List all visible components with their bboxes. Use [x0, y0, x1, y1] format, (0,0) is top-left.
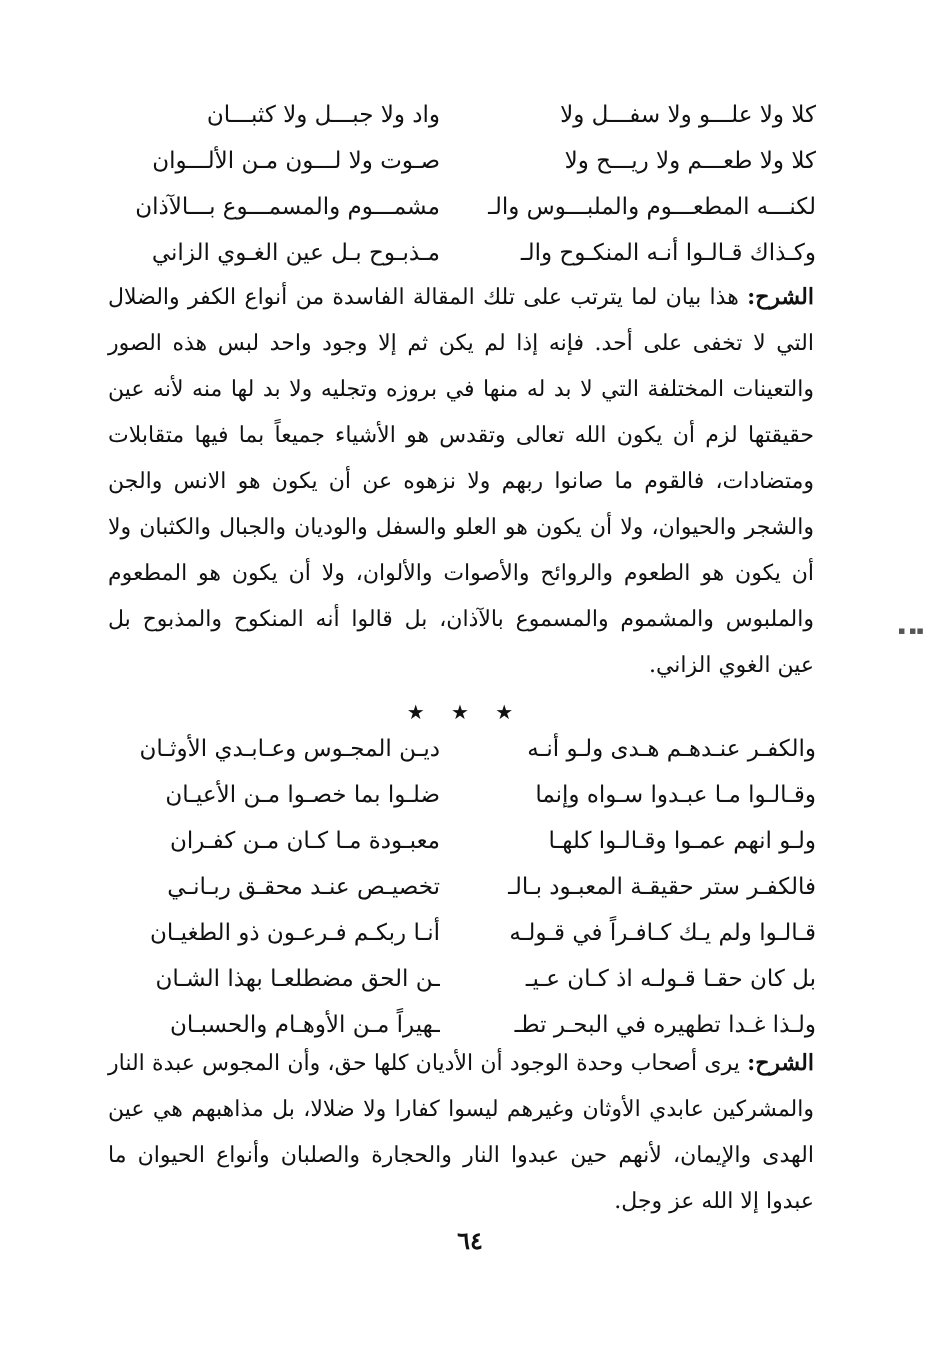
commentary-text: هذا بيان لما يترتب على تلك المقالة الفاسدة من أنواع الكفر والضلال التي لا تخفى على أحد. فإنه إذا لم يكن ثم إلا وجود واحد لبس هذه الصور والتعينات المختلفة التي لا بد له منها في بروزه وتجليه ولا بد لها منه لأنه عين حقيقتها لزم أن يكون الله تعالى وتقدس هو الأشياء جميعاً بما فيها متقابلات ومتضادات، فالقوم ما صانوا ربهم ولا نزهوه عن أن يكون هو الانس والجن والشجر والحيوان، ولا أن يكون هو العلو والسفل والوديان والجبال والكثبان ولا أن يكون هو الطعوم والروائح والأصوات والألوان، ولا أن يكون هو المطعوم والملبوس والمشموم والمسموع بالآذان، بل قالوا أنه المنكوح والمذبوح بل عين الغوي الزاني.: [108, 285, 814, 678]
verse-first-hemistich: قـالـوا ولم يـك كـافـراً في قـولـه: [509, 920, 816, 946]
verse-line: [110, 772, 816, 818]
verse-first-hemistich: لكنـــه المطعـــوم والملبـــوس والـ: [488, 194, 816, 220]
section-separator: ★ ★ ★: [406, 700, 524, 724]
verse-first-hemistich: وكـذاك قـالـوا أنـه المنكـوح والـ: [520, 240, 816, 266]
commentary-label: الشرح:: [747, 1050, 814, 1076]
verse-second-hemistich: أنـا ربكـم فـرعـون ذو الطغيـان: [150, 920, 440, 946]
commentary-text: يرى أصحاب وحدة الوجود أن الأديان كلها حق، وأن المجوس عبدة النار والمشركين عابدي الأوثان وغيرهم ليسوا كفارا ولا ضلالا، بل مذاهبهم هي عين الهدى والإيمان، لأنهم حين عبدوا النار والحجارة والصلبان وأنواع الحيوان ما عبدوا إلا الله عز وجل.: [108, 1051, 814, 1214]
verse-second-hemistich: ديـن المجـوس وعـابـدي الأوثـان: [139, 736, 440, 762]
verse-second-hemistich: مـذبـوح بـل عين الغـوي الزاني: [151, 240, 440, 266]
verse-first-hemistich: والكفـر عنـدهـم هـدى ولـو أنـه: [527, 736, 816, 762]
verse-first-hemistich: كلا ولا طعـــم ولا ريـــح ولا: [564, 148, 816, 174]
verse-line: [110, 864, 816, 910]
poem-block-1: [110, 92, 816, 276]
verse-line: [110, 818, 816, 864]
verse-line: [110, 956, 816, 1002]
verse-first-hemistich: ولـذا غـدا تطهيره في البحـر تطـ: [514, 1012, 816, 1038]
poem-block-2: [110, 726, 816, 1048]
verse-first-hemistich: فالكفـر ستر حقيقـة المعبـود بـالـ: [508, 874, 816, 900]
verse-line: [110, 184, 816, 230]
verse-line: [110, 910, 816, 956]
commentary-paragraph-2: [108, 1040, 814, 1225]
verse-second-hemistich: ضلـوا بما خصـوا مـن الأعيـان: [165, 782, 440, 808]
verse-line: [110, 230, 816, 276]
page-number: ٦٤: [457, 1226, 483, 1255]
verse-second-hemistich: واد ولا جبـــل ولا كثبـــان: [206, 102, 440, 128]
verse-second-hemistich: ـن الحق مضطلعـا بهذا الشـان: [155, 966, 440, 992]
verse-first-hemistich: ولـو انهم عمـوا وقـالـوا كلهـا: [548, 828, 816, 854]
verse-second-hemistich: معبـودة مـا كـان مـن كفـران: [169, 828, 440, 854]
verse-first-hemistich: وقـالـوا مـا عبـدوا سـواه وإنما: [535, 782, 816, 808]
commentary-paragraph-1: [108, 274, 814, 689]
verse-line: [110, 726, 816, 772]
verse-line: [110, 138, 816, 184]
verse-first-hemistich: بل كان حقـا قـولـه اذ كـان عـيـ: [525, 966, 816, 992]
verse-first-hemistich: كلا ولا علـــو ولا سفـــل ولا: [560, 102, 816, 128]
verse-second-hemistich: مشمـــوم والمسمـــوع بـــالآذان: [135, 194, 440, 220]
verse-second-hemistich: تخصيـص عنـد محقـق ربـانـي: [167, 874, 440, 900]
verse-line: [110, 92, 816, 138]
commentary-label: الشرح:: [747, 284, 814, 310]
scan-speck: ▪ ▪▪: [898, 624, 924, 637]
verse-second-hemistich: صـوت ولا لـــون مـن الألـــوان: [152, 148, 440, 174]
verse-second-hemistich: ـهيراً مـن الأوهـام والحسبـان: [169, 1012, 440, 1038]
